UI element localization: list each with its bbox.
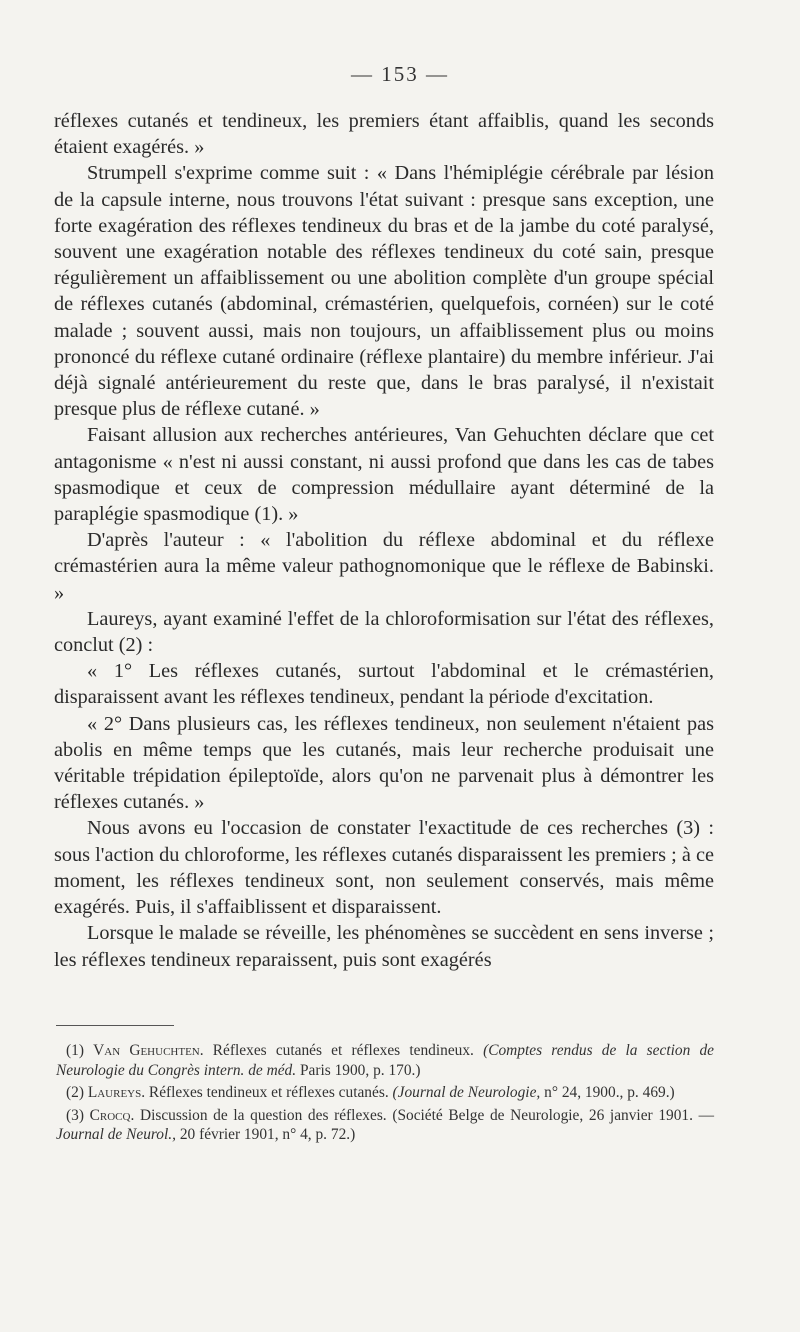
footnote-tail: Paris 1900, p. 170.): [296, 1061, 421, 1079]
footnote-source: (Journal de Neurologie,: [392, 1084, 541, 1102]
footnote-author: Crocq: [89, 1106, 131, 1124]
paragraph: Faisant allusion aux recherches antérieures, Van Gehuchten déclare que cet antagonisme « n'est ni aussi constant, ni aussi profond que dans les cas de tabes spasmodique et ceux de compression médullaire ayant déterminé de la paraplégie spasmodique (1). »: [54, 424, 714, 526]
footnote-number: (2): [66, 1084, 84, 1102]
footnote-text: . Réflexes cutanés et réflexes tendineux.: [199, 1042, 484, 1059]
paragraph: « 2° Dans plusieurs cas, les réflexes tendineux, non seulement n'étaient pas abolis en même temps que les cutanés, mais leur recherche produisait une véritable trépidation épileptoïde, alors qu'on ne parvenait plus à démontrer les réflexes cutanés. »: [54, 712, 714, 814]
footnote-author: Laureys: [87, 1084, 142, 1102]
paragraph: Nous avons eu l'occasion de constater l'exactitude de ces recherches (3) : sous l'action du chloroforme, les réflexes cutanés disparaissent les premiers ; à ce moment, les réflexes tendineux sont, non seulement conservés, mais même exagérés. Puis, il s'affaiblissent et disparaissent.: [54, 817, 714, 919]
footnote: [56, 1106, 714, 1145]
footnote: [56, 1083, 714, 1103]
footnote-tail: 20 février 1901, n° 4, p. 72.): [175, 1126, 356, 1144]
footnote: [56, 1041, 714, 1080]
footnote-text: . Réflexes tendineux et réflexes cutanés.: [141, 1084, 393, 1102]
footnote-number: (3): [66, 1106, 84, 1124]
page-number: — 153 —: [351, 62, 449, 86]
footnote-source: Journal de Neurol.,: [56, 1126, 176, 1144]
paragraph: « 1° Les réflexes cutanés, surtout l'abdominal et le crémastérien, disparaissent avant les réflexes tendineux, pendant la période d'excitation.: [54, 660, 714, 709]
footnote-tail: n° 24, 1900., p. 469.): [540, 1084, 675, 1102]
body-text: [54, 108, 714, 973]
paragraph: Laureys, ayant examiné l'effet de la chloroformisation sur l'état des réflexes, conclut (2) :: [54, 607, 714, 657]
paragraph: réflexes cutanés et tendineux, les premiers étant affaiblis, quand les seconds étaient exagérés. »: [54, 110, 714, 159]
footnote-text: . Discussion de la question des réflexes. (Société Belge de Neurologie, 26 janvier 1901. —: [130, 1106, 714, 1124]
footnote-divider: [56, 1025, 174, 1026]
paragraph: D'après l'auteur : « l'abolition du réflexe abdominal et du réflexe crémastérien aura la même valeur pathognomonique que le réflexe de Babinski. »: [54, 529, 714, 604]
footnote-author: Van Gehuchten: [93, 1042, 200, 1059]
footnote-source: (Comptes rendus de la section de Neurologie du Congrès intern. de méd.: [56, 1042, 714, 1079]
paragraph: Lorsque le malade se réveille, les phénomènes se succèdent en sens inverse ; les réflexes tendineux reparaissent, puis sont exagérés: [54, 922, 714, 971]
footnote-number: (1): [66, 1042, 84, 1059]
footnotes: [56, 1041, 714, 1148]
paragraph: Strumpell s'exprime comme suit : « Dans l'hémiplégie cérébrale par lésion de la capsule interne, nous trouvons l'état suivant : presque sans exception, une forte exagération des réflexes tendineux du bras et de la jambe du coté paralysé, souvent une exagération notable des réflexes tendineux du coté sain, presque régulièrement un affaiblissement ou une abolition complète d'un groupe spécial de réflexes cutanés (abdominal, crémastérien, quelquefois, cornéen) sur le coté malade ; souvent aussi, mais non toujours, un affaiblissement plus ou moins prononcé du réflexe cutané ordinaire (réflexe plantaire) du membre inférieur. J'ai déjà signalé antérieurement du reste que, dans le bras paralysé, il n'existait presque plus de réflexe cutané. »: [54, 162, 714, 421]
